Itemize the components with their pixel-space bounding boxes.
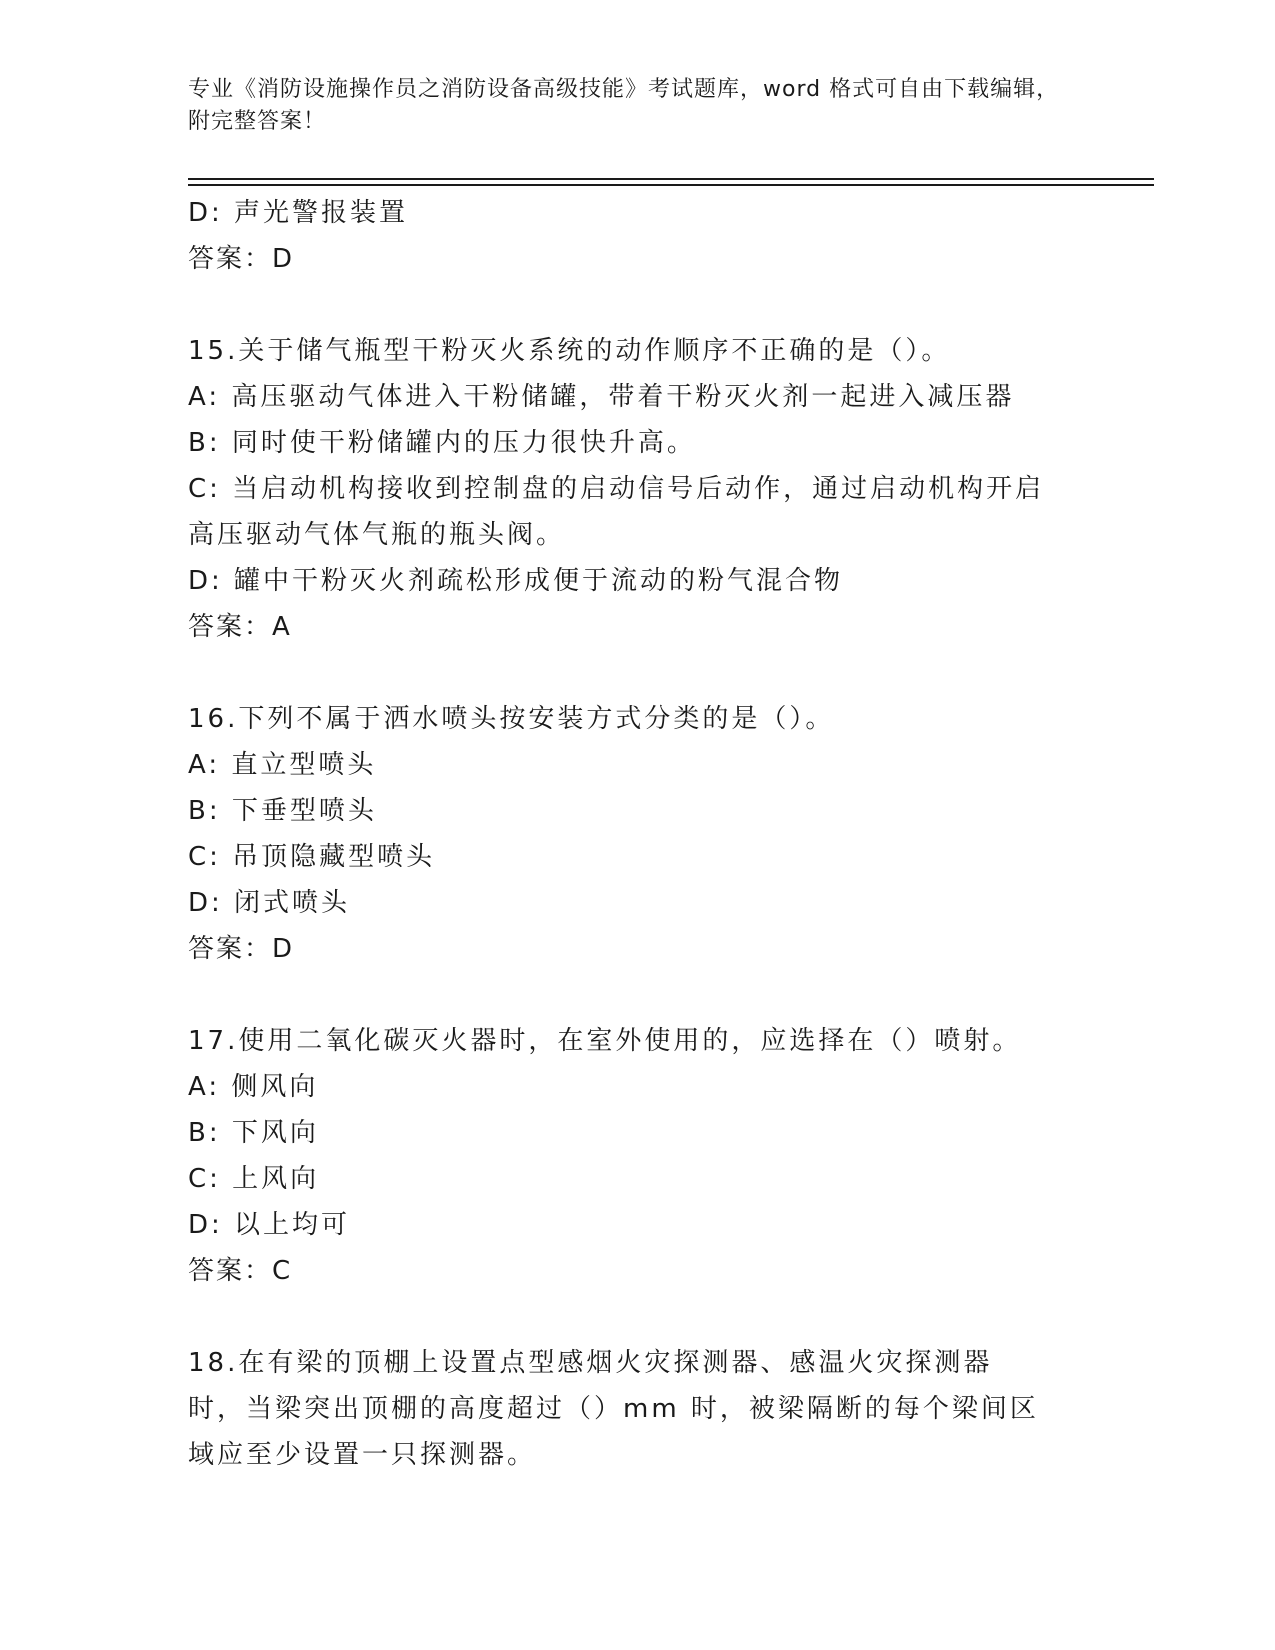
option-a: A: 侧风向 <box>188 1072 319 1102</box>
answer: 答案：C <box>188 1256 293 1286</box>
question-list <box>188 190 1088 1478</box>
spacer <box>188 1294 1088 1340</box>
spacer <box>188 282 1088 328</box>
option-c: C: 吊顶隐藏型喷头 <box>188 842 436 872</box>
option-a: A: 高压驱动气体进入干粉储罐，带着干粉灭火剂一起进入减压器 <box>188 382 1015 412</box>
option-a: A: 直立型喷头 <box>188 750 377 780</box>
option-b: B: 下风向 <box>188 1118 319 1148</box>
option-d: D: 闭式喷头 <box>188 888 351 918</box>
option-d: D: 罐中干粉灭火剂疏松形成便于流动的粉气混合物 <box>188 566 844 596</box>
question-stem: 15.关于储气瓶型干粉灭火系统的动作顺序不正确的是（）。 <box>188 336 951 366</box>
option-b: B: 同时使干粉储罐内的压力很快升高。 <box>188 428 696 458</box>
prev-answer: 答案：D <box>188 244 295 274</box>
header-divider-top <box>188 178 1154 180</box>
spacer <box>188 972 1088 1018</box>
option-c: C: 当启动机构接收到控制盘的启动信号后动作，通过启动机构开启高压驱动气体气瓶的瓶头阀。 <box>188 474 1045 550</box>
question-15 <box>188 328 1088 650</box>
option-d: D: 以上均可 <box>188 1210 351 1240</box>
option-c: C: 上风向 <box>188 1164 320 1194</box>
question-16 <box>188 696 1088 972</box>
document-header <box>188 74 1068 138</box>
answer: 答案：A <box>188 612 292 642</box>
question-stem: 18.在有梁的顶棚上设置点型感烟火灾探测器、感温火灾探测器时，当梁突出顶棚的高度超过（）mm 时，被梁隔断的每个梁间区域应至少设置一只探测器。 <box>188 1348 1039 1470</box>
question-17 <box>188 1018 1088 1294</box>
answer: 答案：D <box>188 934 295 964</box>
question-stem: 17.使用二氧化碳灭火器时，在室外使用的，应选择在（）喷射。 <box>188 1026 1022 1056</box>
header-intro-text: 专业《消防设施操作员之消防设备高级技能》考试题库，word 格式可自由下载编辑，附完整答案！ <box>188 77 1060 134</box>
option-b: B: 下垂型喷头 <box>188 796 377 826</box>
header-divider-bottom <box>188 184 1154 186</box>
question-stem: 16.下列不属于洒水喷头按安装方式分类的是（）。 <box>188 704 835 734</box>
question-18 <box>188 1340 1088 1478</box>
spacer <box>188 650 1088 696</box>
prev-option-d: D: 声光警报装置 <box>188 198 409 228</box>
